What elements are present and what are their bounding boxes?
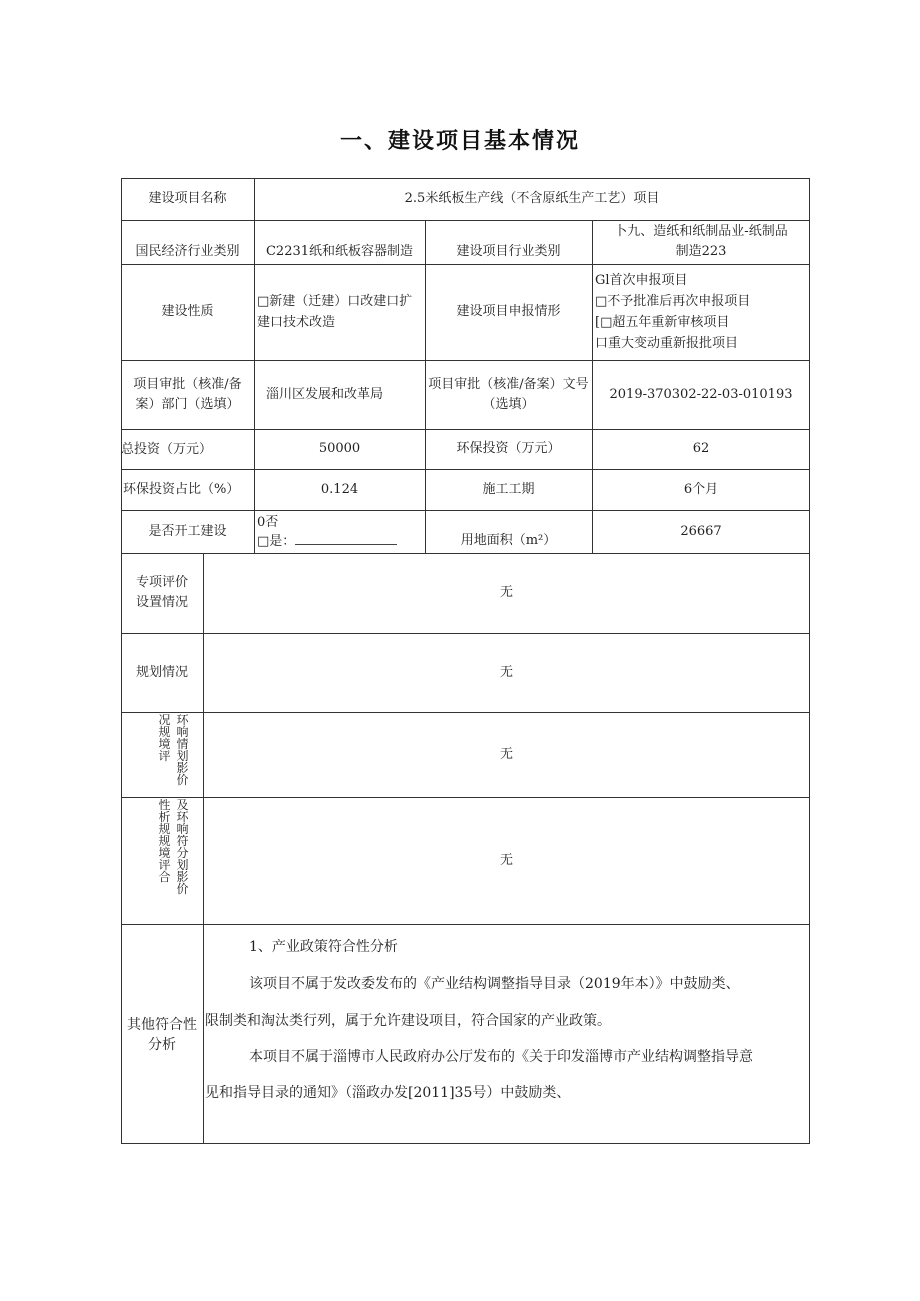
nature-value: □新建（迁建）口改建口扩建口技术改造 xyxy=(257,294,413,330)
approval-no-label: 项目审批（核准/备案）文号（选填） xyxy=(428,376,589,412)
env-ratio-label: 环保投资占比（%） xyxy=(123,482,240,497)
special-eval-label: 专项评价设置情况 xyxy=(135,575,188,610)
special-eval-value: 无 xyxy=(499,585,513,600)
env-investment-value: 62 xyxy=(692,441,710,456)
started-option-no: 0否 xyxy=(257,514,279,530)
other-paragraph-2b: 见和指导目录的通知》（淄政办发[2011]35号）中鼓励类、 xyxy=(205,1085,571,1101)
option-resubmit: □不予批准后再次申报项目 xyxy=(595,294,751,309)
planning-env-label-col1: 况规境评 xyxy=(158,713,171,763)
option-first: Gl首次申报项目 xyxy=(595,273,688,288)
nature-label: 建设性质 xyxy=(161,304,214,319)
other-analysis-label: 其他符合性分析 xyxy=(127,1017,197,1053)
industry-value: C2231纸和纸板容器制造 xyxy=(265,244,414,259)
project-name-label: 建设项目名称 xyxy=(148,191,227,206)
other-heading: 1、产业政策符合性分析 xyxy=(249,939,398,955)
started-option-yes: □是： xyxy=(257,533,296,549)
page-title: 一、建设项目基本情况 xyxy=(339,129,580,154)
investment-label: 总投资（万元） xyxy=(121,441,213,457)
planning-env-value: 无 xyxy=(499,746,513,762)
started-options xyxy=(254,510,425,553)
env-ratio-value: 0.124 xyxy=(320,481,359,497)
project-industry-value: 卜九、造纸和纸制品业-纸制品制造223 xyxy=(614,224,788,259)
planning-conform-label-col2: 及环响符分划影价 xyxy=(176,798,189,896)
declaration-options xyxy=(592,264,810,360)
industry-label: 国民经济行业类别 xyxy=(135,244,240,259)
other-paragraph-2a: 本项目不属于淄博市人民政府办公厅发布的《关于印发淄博市产业结构调整指导意 xyxy=(249,1049,753,1065)
land-area-value: 26667 xyxy=(680,523,722,539)
started-yes-blank xyxy=(295,534,397,545)
construction-period-value: 6个月 xyxy=(683,481,719,497)
option-major-change: 口重大变动重新报批项目 xyxy=(595,336,739,351)
project-industry-label: 建设项目行业类别 xyxy=(456,244,561,259)
investment-value: 50000 xyxy=(318,441,361,456)
started-label: 是否开工建设 xyxy=(148,523,227,539)
declaration-label: 建设项目申报情形 xyxy=(456,304,561,319)
approval-no-value: 2019-370302-22-03-010193 xyxy=(609,386,793,402)
planning-env-label-col2: 环响情划影价 xyxy=(176,713,189,787)
other-paragraph-1b: 限制类和淘汰类行列，属于允许建设项目，符合国家的产业政策。 xyxy=(205,1013,611,1029)
env-investment-label: 环保投资（万元） xyxy=(456,441,561,456)
planning-label: 规划情况 xyxy=(135,664,188,680)
other-paragraph-1a: 该项目不属于发改委发布的《产业结构调整指导目录（2019年本）》中鼓励类、 xyxy=(249,976,740,992)
approval-dept-label: 项目审批（核准/备案）部门（选填） xyxy=(133,376,242,412)
option-five-year: [□超五年重新审核项目 xyxy=(595,315,730,330)
approval-dept-value: 淄川区发展和改革局 xyxy=(266,387,384,402)
planning-conform-value: 无 xyxy=(499,852,513,868)
construction-period-label: 施工工期 xyxy=(482,481,535,497)
planning-conform-label-col1: 性析规规境评合 xyxy=(158,798,171,884)
land-area-label: 用地面积（m²） xyxy=(460,533,557,548)
planning-value: 无 xyxy=(499,664,513,680)
project-name-value: 2.5米纸板生产线（不含原纸生产工艺）项目 xyxy=(404,191,660,206)
